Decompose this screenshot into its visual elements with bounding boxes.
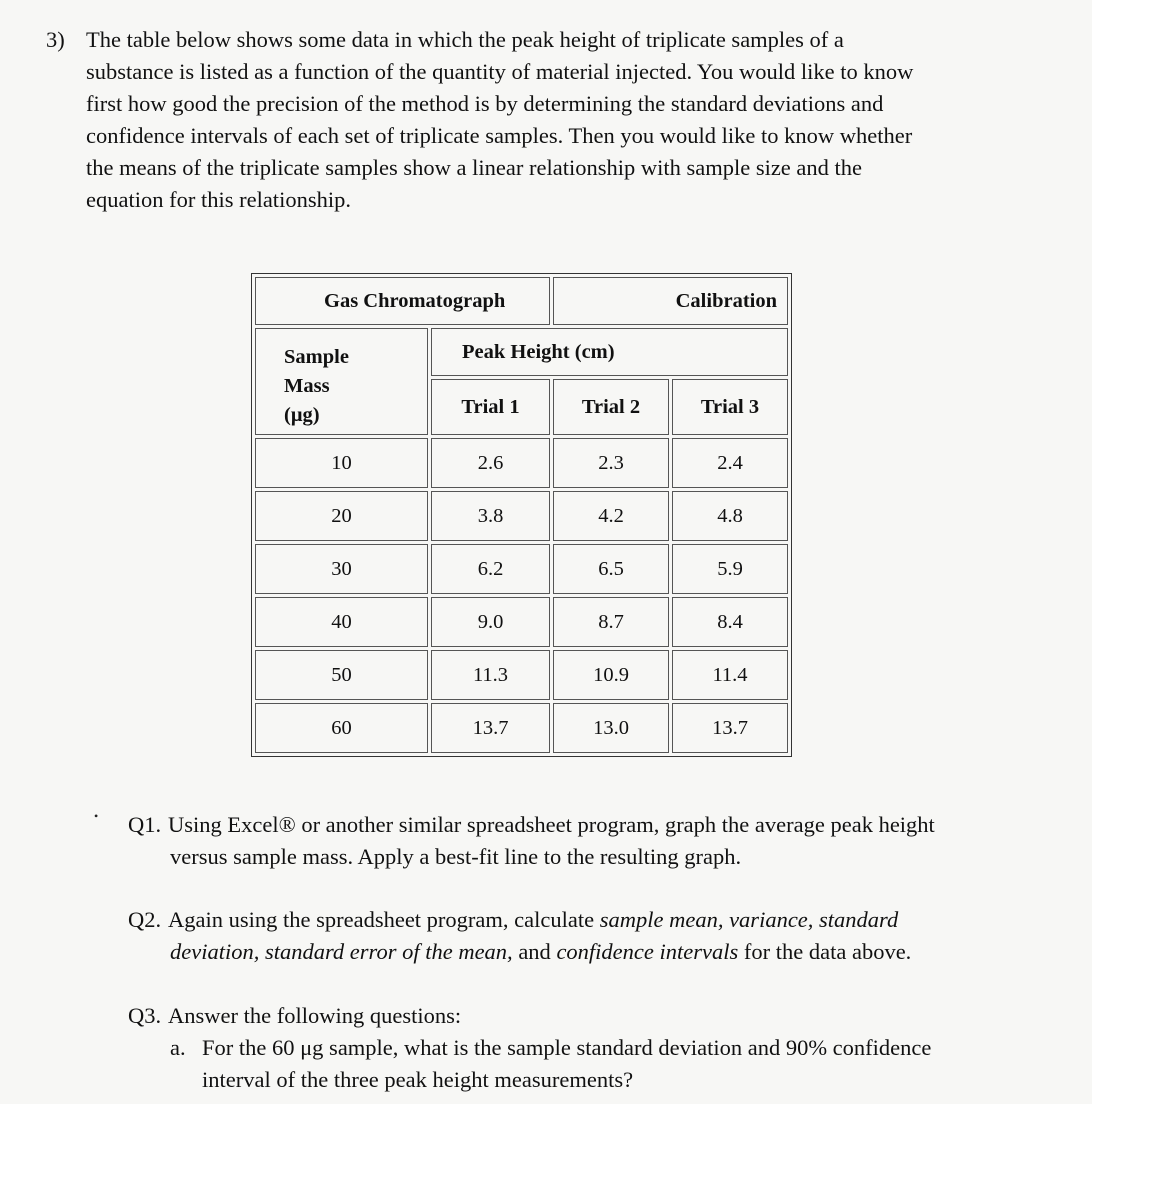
problem-line: The table below shows some data in which the peak height of triplicate samples of a [86, 27, 844, 52]
trial-3-cell: 2.4 [672, 438, 788, 488]
trial-3-cell: 8.4 [672, 597, 788, 647]
mass-header [255, 328, 428, 435]
question-1 [128, 809, 1058, 873]
trial-2-cell: 4.2 [553, 491, 669, 541]
problem-line: first how good the precision of the method is by determining the standard deviations and [86, 91, 884, 116]
trial-2-header: Trial 2 [553, 379, 669, 435]
trial-1-cell: 3.8 [431, 491, 550, 541]
bullet-mark: • [94, 809, 99, 823]
question-2-term: deviation, standard error of the mean, [170, 939, 513, 964]
table-title-right: Calibration [553, 277, 788, 325]
table-header-row [255, 328, 788, 376]
trial-1-cell: 13.7 [431, 703, 550, 753]
question-2-text: for the data above. [738, 939, 912, 964]
calibration-table [251, 273, 792, 757]
trial-1-cell: 2.6 [431, 438, 550, 488]
question-2 [128, 904, 1058, 968]
mass-header-line: (μg) [284, 404, 320, 426]
table-row [255, 544, 788, 594]
mass-header-line: Sample [284, 346, 349, 368]
trial-1-cell: 6.2 [431, 544, 550, 594]
table-row [255, 438, 788, 488]
mass-cell: 50 [255, 650, 428, 700]
question-3-label: Q3. [128, 1003, 162, 1028]
question-2-term: confidence intervals [556, 939, 739, 964]
question-3 [128, 1000, 1088, 1096]
trial-3-cell: 5.9 [672, 544, 788, 594]
question-3a-label: a. [170, 1035, 186, 1060]
table-row [255, 703, 788, 753]
trial-1-cell: 11.3 [431, 650, 550, 700]
mass-cell: 60 [255, 703, 428, 753]
question-2-text: and [512, 939, 557, 964]
mass-cell: 20 [255, 491, 428, 541]
trial-2-cell: 2.3 [553, 438, 669, 488]
question-3a-line: interval of the three peak height measurements? [202, 1067, 634, 1092]
trial-2-cell: 10.9 [553, 650, 669, 700]
table-row [255, 491, 788, 541]
mass-cell: 10 [255, 438, 428, 488]
trial-2-cell: 8.7 [553, 597, 669, 647]
problem-number: 3) [46, 27, 65, 52]
problem-line: equation for this relationship. [86, 187, 351, 212]
mass-cell: 40 [255, 597, 428, 647]
question-3a [170, 1032, 1088, 1096]
trial-1-cell: 9.0 [431, 597, 550, 647]
trial-3-header: Trial 3 [672, 379, 788, 435]
problem-line: substance is listed as a function of the quantity of material injected. You would like to know [86, 59, 914, 84]
trial-1-header: Trial 1 [431, 379, 550, 435]
table-row [255, 597, 788, 647]
trial-3-cell: 13.7 [672, 703, 788, 753]
table-title-left: Gas Chromatograph [255, 277, 550, 325]
trial-2-cell: 13.0 [553, 703, 669, 753]
question-2-label: Q2. [128, 907, 162, 932]
mass-cell: 30 [255, 544, 428, 594]
problem-line: confidence intervals of each set of triplicate samples. Then you would like to know whether [86, 123, 913, 148]
table-row [255, 650, 788, 700]
question-1-line: versus sample mass. Apply a best-fit line to the resulting graph. [170, 844, 742, 869]
question-2-term: sample mean, variance, standard [599, 907, 899, 932]
question-1-line: Using Excel® or another similar spreadsheet program, graph the average peak height [168, 812, 935, 837]
trial-3-cell: 11.4 [672, 650, 788, 700]
peak-height-header: Peak Height (cm) [431, 328, 788, 376]
question-1-label: Q1. [128, 812, 162, 837]
trial-2-cell: 6.5 [553, 544, 669, 594]
question-2-text: Again using the spreadsheet program, calculate [168, 907, 600, 932]
problem-statement [46, 24, 1056, 216]
mass-header-line: Mass [284, 375, 330, 397]
problem-line: the means of the triplicate samples show a linear relationship with sample size and the [86, 155, 863, 180]
question-3a-line: For the 60 μg sample, what is the sample standard deviation and 90% confidence [202, 1035, 932, 1060]
table-title-row [255, 277, 788, 325]
question-3-intro: Answer the following questions: [168, 1003, 462, 1028]
trial-3-cell: 4.8 [672, 491, 788, 541]
